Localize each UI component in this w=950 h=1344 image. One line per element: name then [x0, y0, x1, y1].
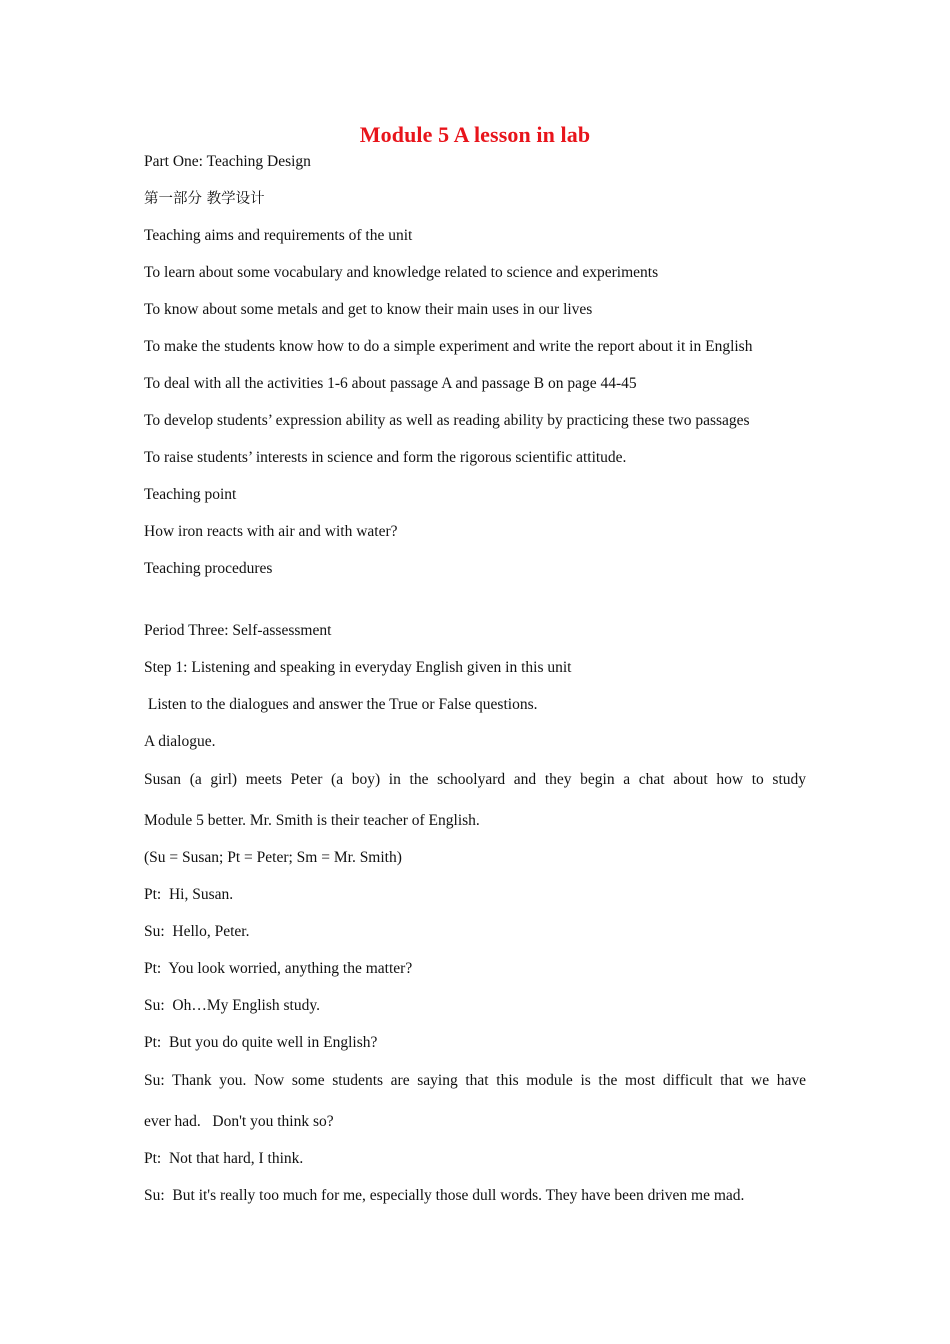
speaker-key: (Su = Susan; Pt = Peter; Sm = Mr. Smith)	[144, 849, 402, 866]
aim-line: To make the students know how to do a simple experiment and write the report about it in English	[144, 338, 753, 355]
dialogue-intro: Susan (a girl) meets Peter (a boy) in the schoolyard and they begin a chat about how to study	[144, 771, 806, 788]
dialogue-line: Su: But it's really too much for me, especially those dull words. They have been driven me mad.	[144, 1187, 745, 1204]
dialogue-line: ever had. Don't you think so?	[144, 1113, 334, 1130]
dialogue-line: Pt: But you do quite well in English?	[144, 1034, 378, 1051]
dialogue-line: Pt: You look worried, anything the matter?	[144, 960, 413, 977]
dialogue-line: Pt: Not that hard, I think.	[144, 1150, 304, 1167]
section-heading: Part One: Teaching Design	[144, 153, 311, 170]
dialogue-line: Su: Hello, Peter.	[144, 923, 250, 940]
step-heading: Step 1: Listening and speaking in everyday English given in this unit	[144, 659, 572, 676]
aim-line: To know about some metals and get to know their main uses in our lives	[144, 301, 593, 318]
dialogue-line: Su: Oh…My English study.	[144, 997, 320, 1014]
document-title: Module 5 A lesson in lab	[359, 122, 591, 147]
dialogue-intro: Module 5 better. Mr. Smith is their teacher of English.	[144, 812, 480, 829]
dialogue-line: Su: Thank you. Now some students are saying that this module is the most difficult that we have	[144, 1072, 806, 1089]
aim-line: To develop students’ expression ability as well as reading ability by practicing these two passages	[144, 412, 750, 429]
section-heading-chinese: 第一部分 教学设计	[144, 191, 265, 207]
aim-line: To raise students’ interests in science and form the rigorous scientific attitude.	[144, 449, 627, 466]
dialogue-label: A dialogue.	[144, 733, 216, 750]
aim-line: To deal with all the activities 1-6 about passage A and passage B on page 44-45	[144, 375, 637, 392]
instruction-line: Listen to the dialogues and answer the True or False questions.	[144, 696, 538, 713]
dialogue-line: Pt: Hi, Susan.	[144, 886, 234, 903]
subheading-teaching-aims: Teaching aims and requirements of the unit	[144, 227, 413, 244]
teaching-point-text: How iron reacts with air and with water?	[144, 523, 398, 540]
subheading-teaching-point: Teaching point	[144, 486, 237, 503]
period-heading: Period Three: Self-assessment	[144, 622, 332, 639]
subheading-teaching-procedures: Teaching procedures	[144, 560, 273, 577]
aim-line: To learn about some vocabulary and knowledge related to science and experiments	[144, 264, 659, 281]
